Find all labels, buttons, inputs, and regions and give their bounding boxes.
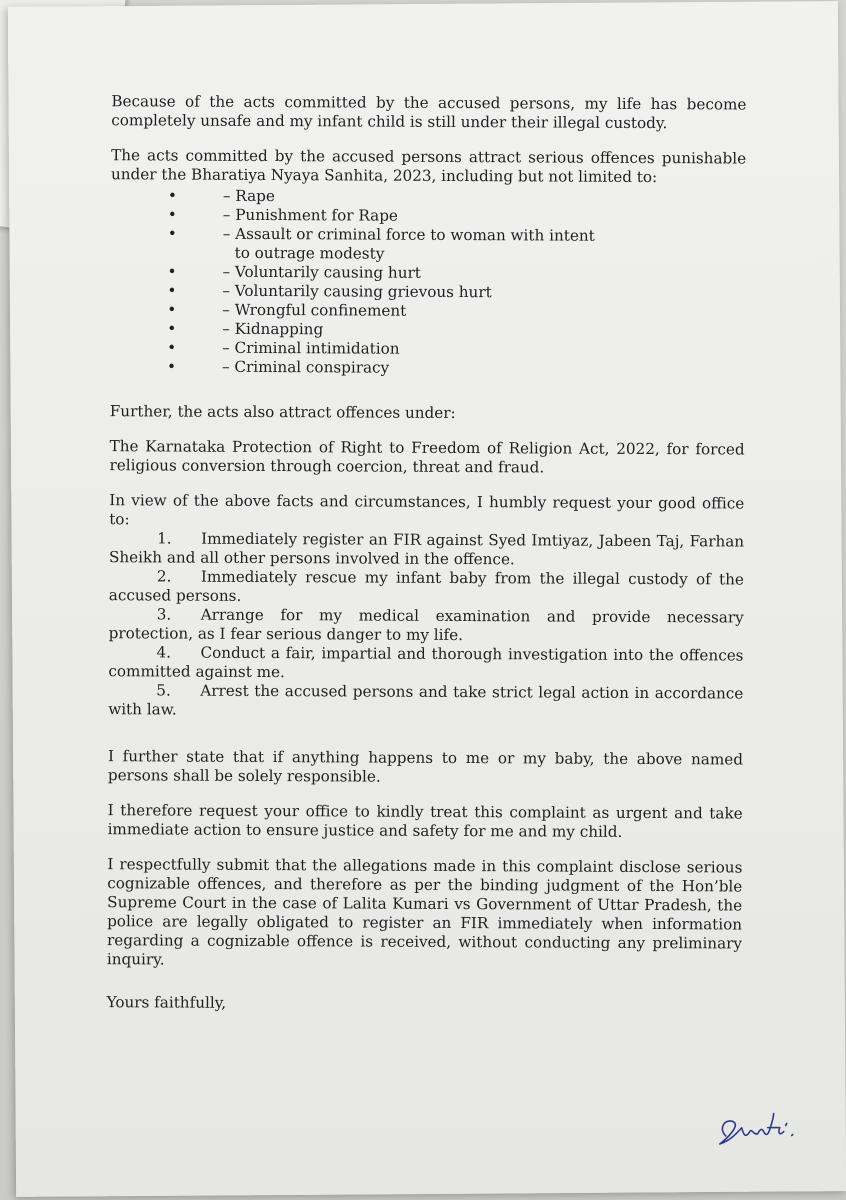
list-item: • – Voluntarily causing hurt [167,262,421,282]
closing-salutation: Yours faithfully, [106,993,227,1012]
paragraph-offences-intro: The acts committed by the accused persons attract serious offences punishable under the Bharatiya Nyaya Sanhita, 2023, including but not limited to: [110,146,747,187]
list-item: • – Rape [167,186,275,206]
request-number: 4. [156,643,172,662]
paragraph-urgent: I therefore request your office to kindly treat this complaint as urgent and take immediate action to ensure justice and safety for me and my child. [107,801,743,841]
list-item: 3. Arrange for my medical examination and provide necessary protection, as I fear serious danger to my life. [108,605,744,645]
list-item: • – Criminal intimidation [167,338,400,358]
paragraph-responsible: I further state that if anything happens to me or my baby, the above named persons shall be solely responsible. [107,747,744,786]
bullet-icon: • [167,262,177,281]
list-item: • – Wrongful confinement [167,300,407,320]
list-item: 1. Immediately register an FIR against Syed Imtiyaz, Jabeen Taj, Farhan Sheikh and all other persons involved in the offence. [108,529,745,569]
request-number: 3. [156,605,172,624]
list-item: • – Criminal conspiracy [166,357,390,377]
bullet-icon: • [167,338,177,357]
list-item: • – Assault or criminal force to woman with intent to outrage modesty [167,224,595,263]
letter-body [107,92,747,1031]
request-list [108,529,744,722]
bullet-icon: • [167,281,177,300]
request-number: 2. [156,567,172,586]
list-item: • – Voluntarily causing grievous hurt [167,281,492,302]
bullet-icon: • [167,224,177,243]
paragraph-further: Further, the acts also attract offences under: [109,402,456,422]
paragraph-karnataka-act: The Karnataka Protection of Right to Freedom of Religion Act, 2022, for forced religious conversion through coercion, threat and fraud. [109,437,745,477]
signature [712,1105,802,1150]
bullet-icon: • [167,300,177,319]
list-item: 4. Conduct a fair, impartial and thorough investigation into the offences committed against me. [108,643,744,682]
list-item: 2. Immediately rescue my infant baby from the illegal custody of the accused persons. [108,567,744,605]
bullet-icon: • [167,186,177,205]
paragraph-unsafe: Because of the acts committed by the accused persons, my life has become completely unsafe and my infant child is still under their illegal custody. [111,92,747,133]
bullet-icon: • [167,319,177,338]
paragraph-lalita-kumari: I respectfully submit that the allegations made in this complaint disclose serious cognizable offences, and therefore as per the binding judgment of the Hon’ble Supreme Court in the case of Lalita Kumari vs Government of Uttar Pradesh, the police are legally obligated to register an FIR immediately when information regarding a cognizable offence is received, without conducting any preliminary inquiry. [106,855,743,969]
list-item: • – Punishment for Rape [167,205,398,225]
list-item: • – Kidnapping [167,319,324,339]
offence-list [110,186,746,379]
request-number: 1. [157,529,172,548]
request-number: 5. [156,681,171,700]
list-item: 5. Arrest the accused persons and take strict legal action in accordance with law. [108,681,744,719]
paragraph-request-intro: In view of the above facts and circumstances, I humbly request your good office to: [109,491,745,529]
document-page [8,1,846,1197]
bullet-icon: • [167,205,177,224]
bullet-icon: • [166,357,177,376]
